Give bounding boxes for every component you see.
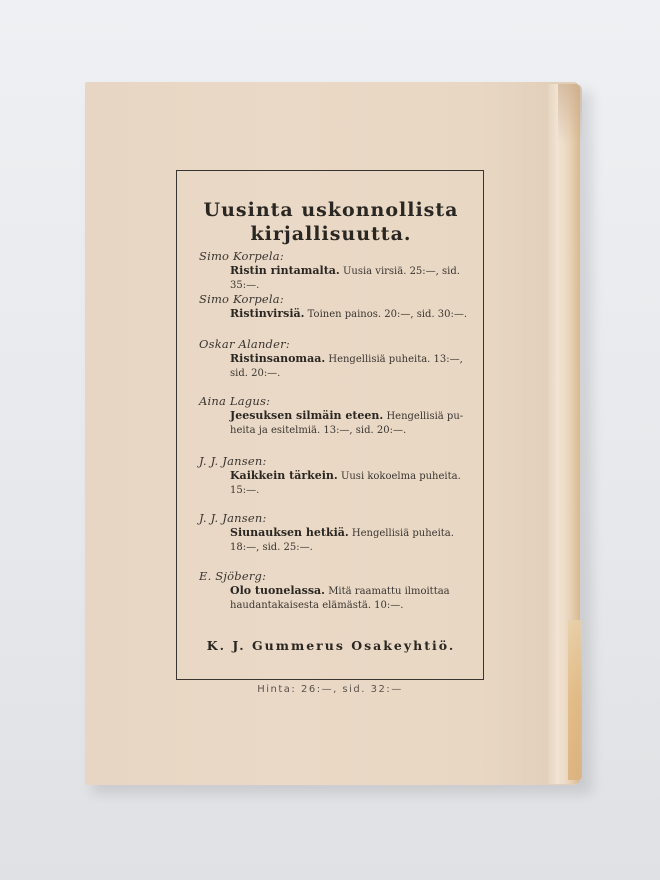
entry-title-line [199, 307, 469, 322]
book-entry [199, 249, 469, 293]
spine-top-wear [558, 84, 582, 144]
entry-title: Ristinvirsiä. [230, 307, 305, 320]
book-entry [199, 511, 469, 555]
entry-desc-continued: heita ja esitelmiä. 13:—, sid. 20:—. [230, 425, 407, 436]
entry-author: E. Sjöberg: [199, 569, 267, 583]
entry-title-line [199, 409, 469, 424]
entry-title-line [199, 352, 469, 367]
entry-title: Kaikkein tärkein. [230, 469, 338, 482]
entry-title: Jeesuksen silmäin eteen. [230, 409, 384, 422]
book-entry [199, 292, 469, 322]
book-entry [199, 337, 469, 381]
entry-title-line [199, 469, 469, 484]
entry-title-line [199, 526, 469, 541]
entry-title: Olo tuonelassa. [230, 584, 325, 597]
entry-desc-continued: sid. 20:—. [230, 368, 281, 379]
entry-desc: Toinen painos. 20:—, sid. 30:—. [307, 309, 468, 320]
entry-author: Aina Lagus: [199, 394, 271, 408]
advertisement-frame [176, 170, 484, 680]
entry-desc: Uusia virsiä. 25:—, sid. 35:—. [230, 266, 460, 291]
entry-desc: Mitä raamattu ilmoittaa [328, 586, 450, 597]
entry-desc: Uusi kokoelma puheita. [340, 471, 461, 482]
entry-desc: Hengellisiä puheita. 13:—, [328, 354, 463, 365]
entry-author: J. J. Jansen: [199, 454, 267, 468]
entry-desc: Hengellisiä pu- [386, 411, 464, 422]
entry-author: Simo Korpela: [199, 292, 284, 306]
entry-author: Oskar Alander: [199, 337, 290, 351]
entry-title: Siunauksen hetkiä. [230, 526, 349, 539]
entry-author: J. J. Jansen: [199, 511, 267, 525]
entry-desc-continued: haudantakaisesta elämästä. 10:—. [230, 600, 404, 611]
publisher-name: K. J. Gummerus Osakeyhtiö. [206, 638, 456, 653]
spine-page-edges [568, 620, 582, 780]
heading-line-1: Uusinta uskonnollista [203, 199, 459, 221]
entry-desc-continued: 18:—, sid. 25:—. [230, 542, 313, 553]
book-entry [199, 394, 469, 438]
book-entry [199, 454, 469, 498]
book-entry [199, 569, 469, 613]
entry-title-line [199, 584, 469, 599]
entry-author: Simo Korpela: [199, 249, 284, 263]
entry-title-line [199, 264, 469, 293]
heading-line-2: kirjallisuutta. [250, 223, 412, 245]
price-line: Hinta: 26:—, sid. 32:— [257, 684, 403, 695]
entry-desc-continued: 15:—. [230, 485, 260, 496]
entry-desc: Hengellisiä puheita. [351, 528, 454, 539]
entry-title: Ristinsanomaa. [230, 352, 326, 365]
entry-title: Ristin rintamalta. [230, 264, 340, 277]
